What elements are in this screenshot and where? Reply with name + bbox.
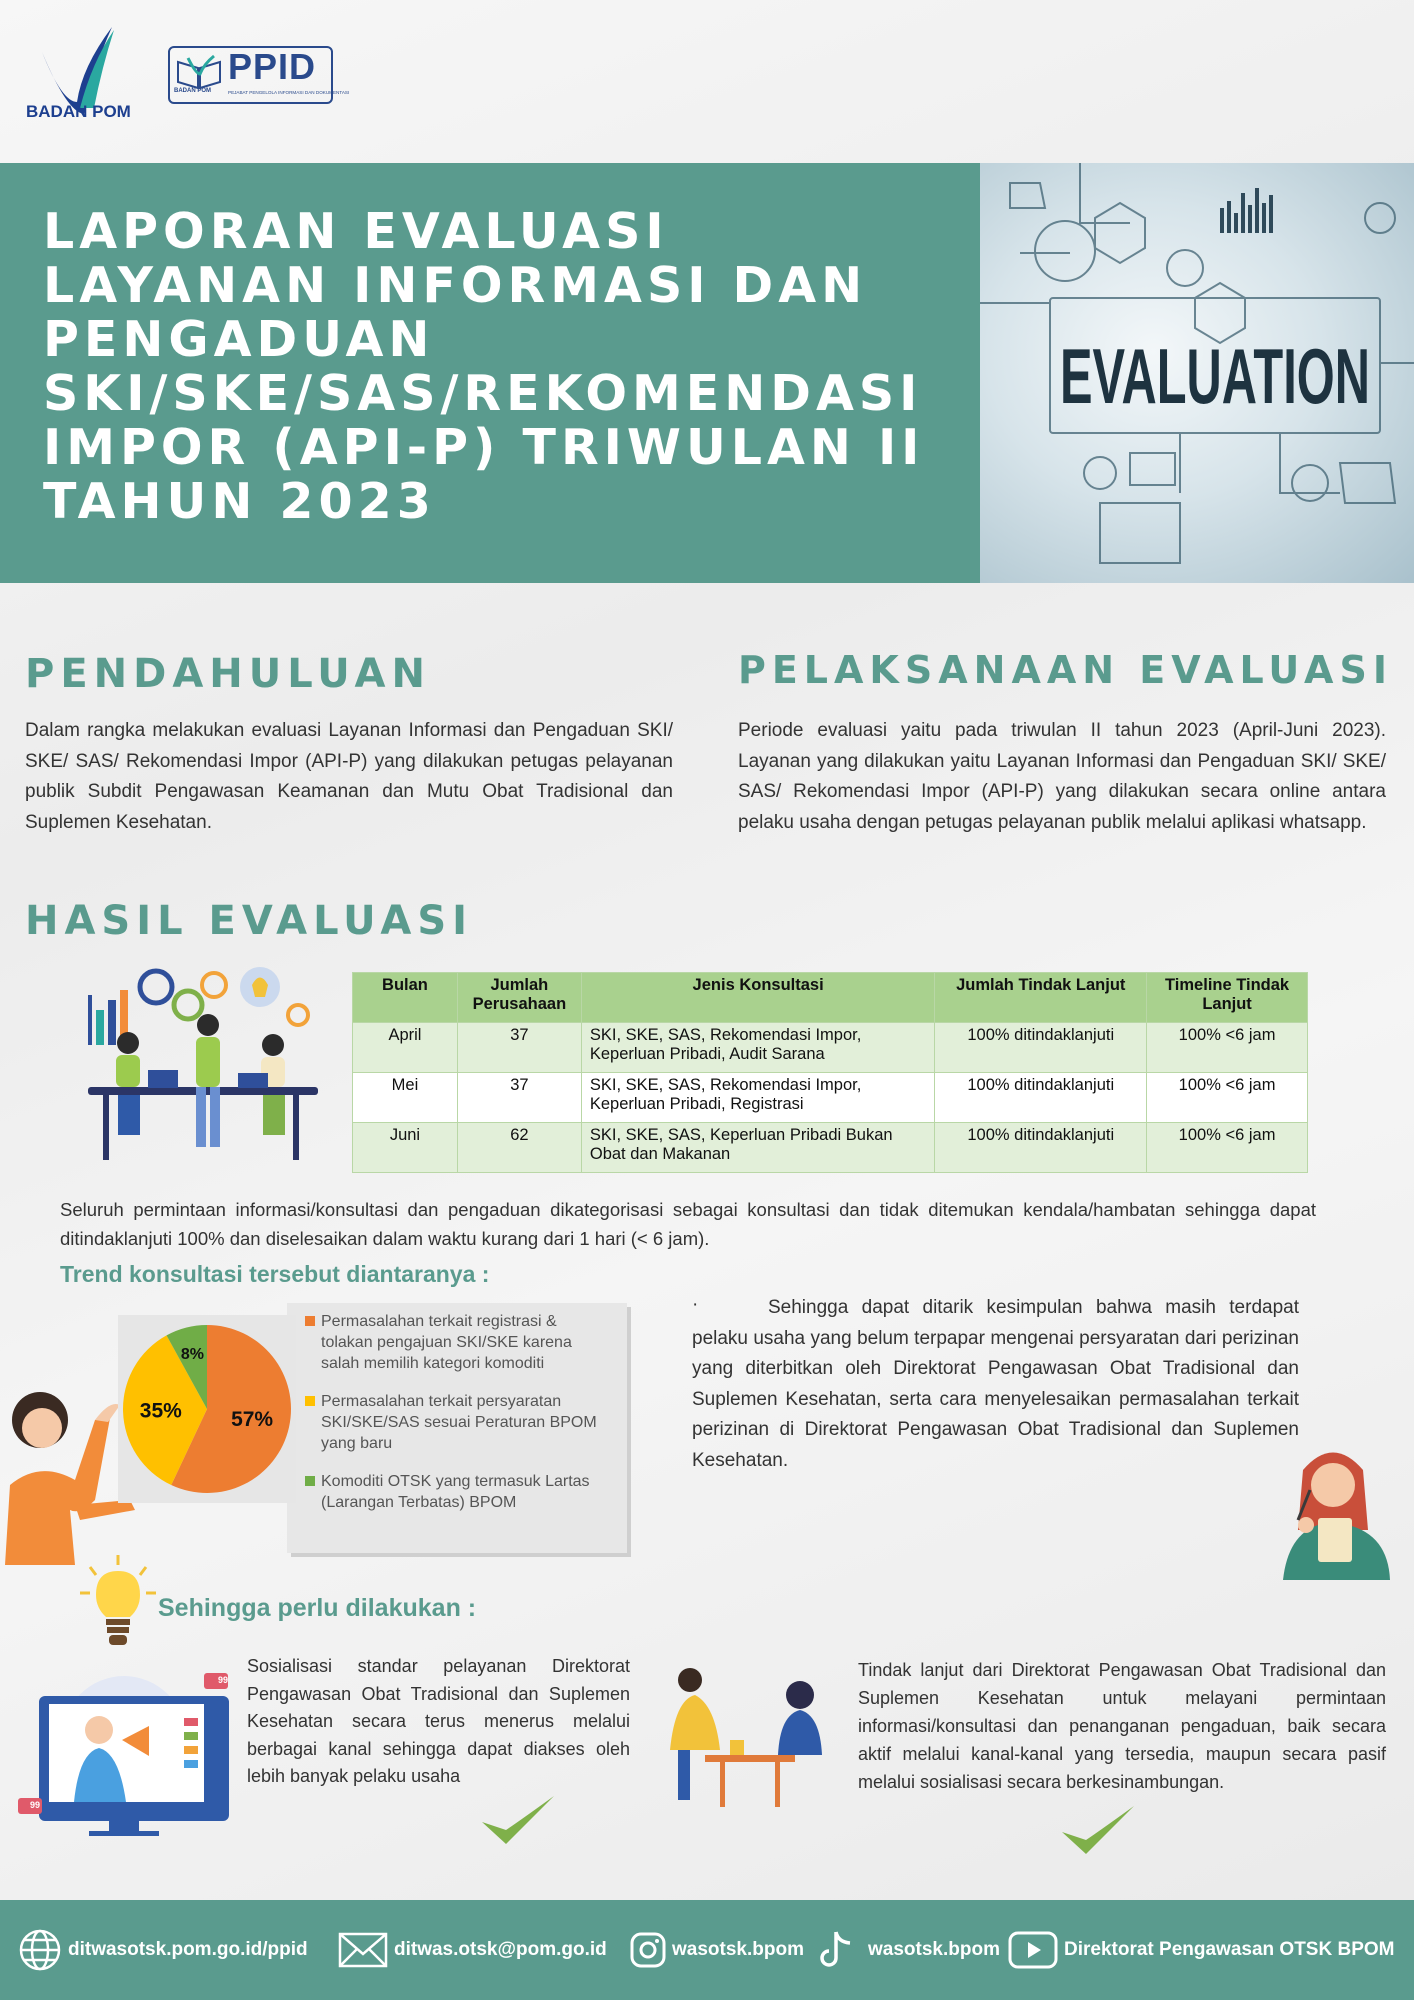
lightbulb-icon <box>78 1553 158 1653</box>
header-banner <box>0 163 980 583</box>
footer-email[interactable] <box>338 1928 607 1972</box>
cell-timeline: 100% <6 jam <box>1147 1123 1308 1173</box>
pie-label-3: 8% <box>180 1346 204 1364</box>
cell-bulan: Juni <box>353 1123 458 1173</box>
mail-icon <box>338 1932 388 1968</box>
cell-jumlah: 62 <box>457 1123 581 1173</box>
trend-title: Trend konsultasi tersebut diantaranya : <box>60 1261 490 1287</box>
legend-label-3: Komoditi OTSK yang termasuk Lartas (Larangan Terbatas) BPOM <box>321 1473 590 1511</box>
col-timeline: Timeline Tindak Lanjut <box>1147 973 1308 1023</box>
summary-text: Seluruh permintaan informasi/konsultasi dan pengaduan dikategorisasi sebagai konsultasi dan tidak ditemukan kendala/hambatan sehingga dapat ditindaklanjuti 100% dan diselesaikan dalam waktu kurang dari 1 hari (< 6 jam). <box>60 1199 1316 1249</box>
trend-chart-panel <box>287 1303 627 1553</box>
website-text: ditwasotsk.pom.go.id/ppid <box>68 1939 308 1960</box>
ppid-logo <box>168 46 350 108</box>
pie-label-2: 35% <box>139 1399 182 1423</box>
email-text: ditwas.otsk@pom.go.id <box>394 1939 607 1960</box>
cell-timeline: 100% <6 jam <box>1147 1073 1308 1123</box>
checkmark-icon <box>478 1792 558 1848</box>
tiktok-text: wasotsk.bpom <box>868 1939 1000 1960</box>
cell-tindak-lanjut: 100% ditindaklanjuti <box>935 1073 1147 1123</box>
evaluation-table <box>352 972 1308 1173</box>
badan-pom-logo <box>22 22 142 127</box>
cell-jenis: SKI, SKE, SAS, Keperluan Pribadi Bukan Obat dan Makanan <box>581 1123 934 1173</box>
pelaksanaan-title: PELAKSANAAN EVALUASI <box>738 648 1393 692</box>
youtube-text: Direktorat Pengawasan OTSK BPOM <box>1064 1939 1395 1960</box>
footer <box>0 1900 1414 2000</box>
pelaksanaan-text: Periode evaluasi yaitu pada triwulan II tahun 2023 (April-Juni 2023). Layanan yang dilakukan yaitu Layanan Informasi dan Pengaduan SKI/ SKE/ SAS/ Rekomendasi Impor (API-P) yang dilakukan secara online antara pelaku usaha dengan petugas pelayanan publik melalui aplikasi whatsapp. <box>738 720 1386 833</box>
action2-text: Tindak lanjut dari Direktorat Pengawasan Obat Tradisional dan Suplemen Kesehatan untuk melayani permintaan informasi/konsultasi dan penanganan pengaduan, baik secara aktif melalui kanal-kanal yang tersedia, maupun secara pasif melalui sosialisasi secara berkesinambungan. <box>858 1660 1386 1792</box>
legend-label-2: Permasalahan terkait persyaratan SKI/SKE/SAS sesuai Peraturan BPOM yang baru <box>321 1393 597 1452</box>
pendahuluan-title: PENDAHULUAN <box>25 651 431 697</box>
legend-item-1 <box>305 1311 605 1374</box>
table-row <box>353 1023 1308 1073</box>
hasil-title: HASIL EVALUASI <box>25 898 474 944</box>
col-jenis-konsultasi: Jenis Konsultasi <box>581 973 934 1023</box>
pie-label-1: 57% <box>231 1408 274 1432</box>
legend-item-2 <box>305 1391 605 1454</box>
cell-jenis: SKI, SKE, SAS, Rekomendasi Impor, Keperluan Pribadi, Audit Sarana <box>581 1023 934 1073</box>
table-header-row <box>353 973 1308 1023</box>
trend-pie-chart <box>118 1320 296 1498</box>
tiktok-icon <box>818 1930 854 1970</box>
footer-youtube[interactable] <box>1008 1928 1394 1972</box>
legend-label-1: Permasalahan terkait registrasi & tolakan pengajuan SKI/SKE karena salah memilih kategori komoditi <box>321 1313 572 1372</box>
notification-badge-left: 99 <box>30 1800 41 1810</box>
cell-jenis: SKI, SKE, SAS, Rekomendasi Impor, Keperluan Pribadi, Registrasi <box>581 1073 934 1123</box>
conclusion-text: Sehingga dapat ditarik kesimpulan bahwa masih terdapat pelaku usaha yang belum terpapar mengenai persyaratan dari perizinan yang diterbitkan oleh Direktorat Pengawasan Obat Tradisional dan Suplemen Kesehatan, serta cara menyelesaikan permasalahan terkait perizinan di Direktorat Pengawasan Obat Tradisional dan Suplemen Kesehatan. <box>692 1297 1299 1471</box>
evaluation-illustration <box>980 163 1414 583</box>
legend-swatch-green <box>305 1476 315 1486</box>
col-jumlah-perusahaan: Jumlah Perusahaan <box>457 973 581 1023</box>
instagram-text: wasotsk.bpom <box>672 1939 804 1960</box>
ppid-title: PPID <box>228 46 317 87</box>
footer-tiktok[interactable] <box>818 1928 1000 1972</box>
table-row <box>353 1123 1308 1173</box>
footer-instagram[interactable] <box>630 1928 804 1972</box>
team-illustration <box>88 965 324 1165</box>
pendahuluan-text: Dalam rangka melakukan evaluasi Layanan Informasi dan Pengaduan SKI/ SKE/ SAS/ Rekomendasi Impor (API-P) yang dilakukan petugas pelayanan publik Subdit Pengawasan Keamanan dan Mutu Obat Tradisional dan Suplemen Kesehatan. <box>25 720 673 833</box>
social-media-illustration <box>14 1668 229 1838</box>
action1-text: Sosialisasi standar pelayanan Direktorat Pengawasan Obat Tradisional dan Suplemen Kesehatan secara terus menerus melalui berbagai kanal sehingga dapat diakses oleh lebih banyak pelaku usaha <box>247 1656 630 1786</box>
footer-website[interactable] <box>18 1928 308 1972</box>
legend-swatch-yellow <box>305 1396 315 1406</box>
ppid-small-text: BADAN POM <box>174 88 211 94</box>
youtube-icon <box>1008 1931 1058 1969</box>
table-row <box>353 1073 1308 1123</box>
cell-bulan: April <box>353 1023 458 1073</box>
meeting-illustration <box>660 1660 830 1810</box>
instagram-icon <box>630 1932 666 1968</box>
ppid-subtitle: PEJABAT PENGELOLA INFORMASI DAN DOKUMENTASI <box>228 90 350 95</box>
woman-thinking-illustration <box>1278 1440 1398 1580</box>
page-title: LAPORAN EVALUASI LAYANAN INFORMASI DAN PENGADUAN SKI/SKE/SAS/REKOMENDASI IMPOR (API-P) TRIWULAN II TAHUN 2023 <box>43 203 925 530</box>
badan-pom-text: BADAN POM <box>26 102 131 121</box>
cell-tindak-lanjut: 100% ditindaklanjuti <box>935 1123 1147 1173</box>
legend-item-3 <box>305 1471 605 1513</box>
cell-timeline: 100% <6 jam <box>1147 1023 1308 1073</box>
cell-tindak-lanjut: 100% ditindaklanjuti <box>935 1023 1147 1073</box>
legend-swatch-orange <box>305 1316 315 1326</box>
evaluation-word: EVALUATION <box>1060 332 1370 420</box>
cell-bulan: Mei <box>353 1073 458 1123</box>
cell-jumlah: 37 <box>457 1023 581 1073</box>
col-bulan: Bulan <box>353 973 458 1023</box>
checkmark-icon-2 <box>1058 1802 1138 1858</box>
conclusion-bullet: · <box>692 1294 699 1315</box>
actions-title: Sehingga perlu dilakukan : <box>158 1594 477 1622</box>
cell-jumlah: 37 <box>457 1073 581 1123</box>
col-jumlah-tindak-lanjut: Jumlah Tindak Lanjut <box>935 973 1147 1023</box>
globe-icon <box>18 1928 62 1972</box>
notification-badge: 99 <box>218 1675 229 1685</box>
